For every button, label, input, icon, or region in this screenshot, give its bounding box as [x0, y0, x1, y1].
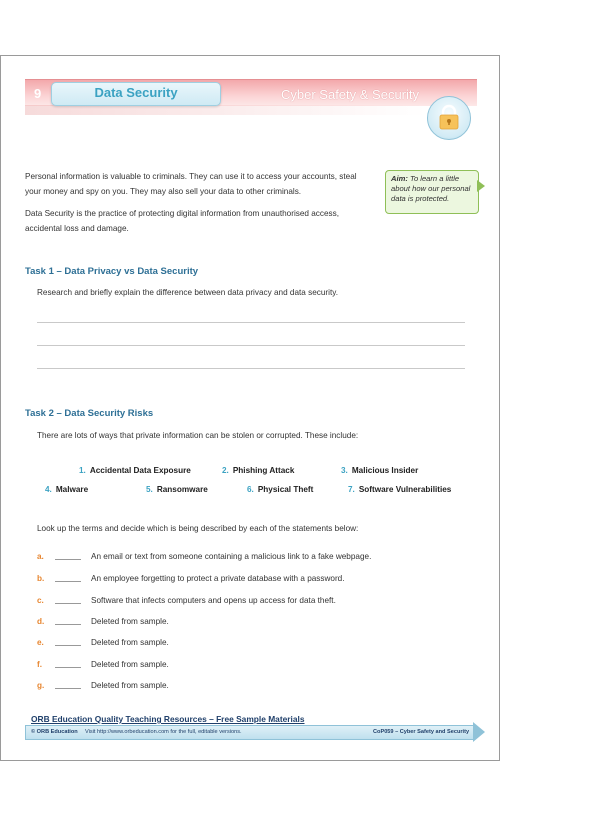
term-number: 3. — [341, 466, 348, 475]
statement-text: An employee forgetting to protect a private database with a password. — [91, 574, 345, 583]
term-label: Ransomware — [156, 485, 208, 494]
aim-label: Aim: — [391, 174, 408, 183]
term-label: Phishing Attack — [232, 466, 295, 475]
term-number: 4. — [45, 485, 52, 494]
intro-paragraph-2: Data Security is the practice of protecting digital information from unauthorised access, accidental loss and damage. — [25, 209, 340, 233]
term-item — [79, 466, 191, 475]
term-label: Accidental Data Exposure — [89, 466, 191, 475]
statement-row — [37, 551, 371, 561]
padlock-icon — [428, 97, 470, 139]
answer-line-2[interactable] — [37, 345, 465, 346]
footer-visit-link[interactable]: Visit http://www.orbeducation.com for the full, editable versions. — [85, 729, 242, 735]
term-item — [247, 485, 313, 494]
term-item — [45, 485, 88, 494]
aim-box — [385, 170, 479, 214]
statement-text: Deleted from sample. — [91, 681, 169, 690]
statement-letter: d. — [37, 617, 45, 626]
term-label: Physical Theft — [257, 485, 314, 494]
statement-text: An email or text from someone containing a malicious link to a fake webpage. — [91, 552, 372, 561]
task2-heading: Task 2 – Data Security Risks — [25, 408, 154, 419]
lookup-instruction: Look up the terms and decide which is being described by each of the statements below: — [37, 524, 359, 533]
term-number: 6. — [247, 485, 254, 494]
page-number: 9 — [34, 86, 42, 101]
answer-blank[interactable] — [55, 680, 81, 689]
statement-letter: c. — [37, 596, 44, 605]
footer-title: ORB Education Quality Teaching Resources – Free Sample Materials — [31, 714, 305, 724]
lock-badge — [427, 96, 471, 140]
lesson-title: Data Security — [94, 85, 178, 100]
footer-copyright: © ORB Education — [31, 729, 78, 735]
footer-arrow — [473, 722, 485, 742]
statement-letter: e. — [37, 638, 44, 647]
answer-blank[interactable] — [55, 551, 81, 560]
unit-title: Cyber Safety & Security — [281, 87, 419, 102]
statement-row — [37, 595, 336, 605]
answer-blank[interactable] — [55, 573, 81, 582]
aim-text: To learn a little about how our personal data is protected. — [391, 174, 471, 203]
statement-text: Deleted from sample. — [91, 660, 169, 669]
term-number: 2. — [222, 466, 229, 475]
worksheet-page — [0, 55, 500, 761]
term-item — [341, 466, 418, 475]
task2-instruction: There are lots of ways that private information can be stolen or corrupted. These include: — [37, 431, 359, 440]
term-item — [348, 485, 451, 494]
term-item — [222, 466, 294, 475]
answer-line-3[interactable] — [37, 368, 465, 369]
term-number: 7. — [348, 485, 355, 494]
answer-blank[interactable] — [55, 637, 81, 646]
statement-letter: g. — [37, 681, 45, 690]
term-label: Malware — [55, 485, 89, 494]
statement-text: Software that infects computers and opens up access for data theft. — [91, 596, 336, 605]
statement-letter: b. — [37, 574, 45, 583]
statement-text: Deleted from sample. — [91, 617, 169, 626]
footer-code: CoP059 – Cyber Safety and Security — [373, 729, 470, 735]
answer-blank[interactable] — [55, 616, 81, 625]
term-item — [146, 485, 208, 494]
statement-row — [37, 659, 169, 669]
statement-letter: f. — [37, 660, 43, 669]
statement-letter: a. — [37, 552, 44, 561]
answer-blank[interactable] — [55, 595, 81, 604]
header-banner-shadow — [25, 105, 425, 115]
term-label: Software Vulnerabilities — [358, 485, 452, 494]
intro-paragraph-1: Personal information is valuable to criminals. They can use it to access your accounts, steal your money and spy on you. They may also sell your data to other criminals. — [25, 172, 357, 196]
term-number: 5. — [146, 485, 153, 494]
statement-row — [37, 573, 345, 583]
task1-heading: Task 1 – Data Privacy vs Data Security — [25, 266, 199, 277]
aim-box-pointer — [477, 180, 485, 192]
answer-blank[interactable] — [55, 659, 81, 668]
term-label: Malicious Insider — [351, 466, 419, 475]
statement-row — [37, 680, 169, 690]
answer-line-1[interactable] — [37, 322, 465, 323]
term-number: 1. — [79, 466, 86, 475]
statement-text: Deleted from sample. — [91, 638, 169, 647]
task1-instruction: Research and briefly explain the difference between data privacy and data security. — [37, 288, 338, 297]
statement-row — [37, 637, 169, 647]
statement-row — [37, 616, 169, 626]
